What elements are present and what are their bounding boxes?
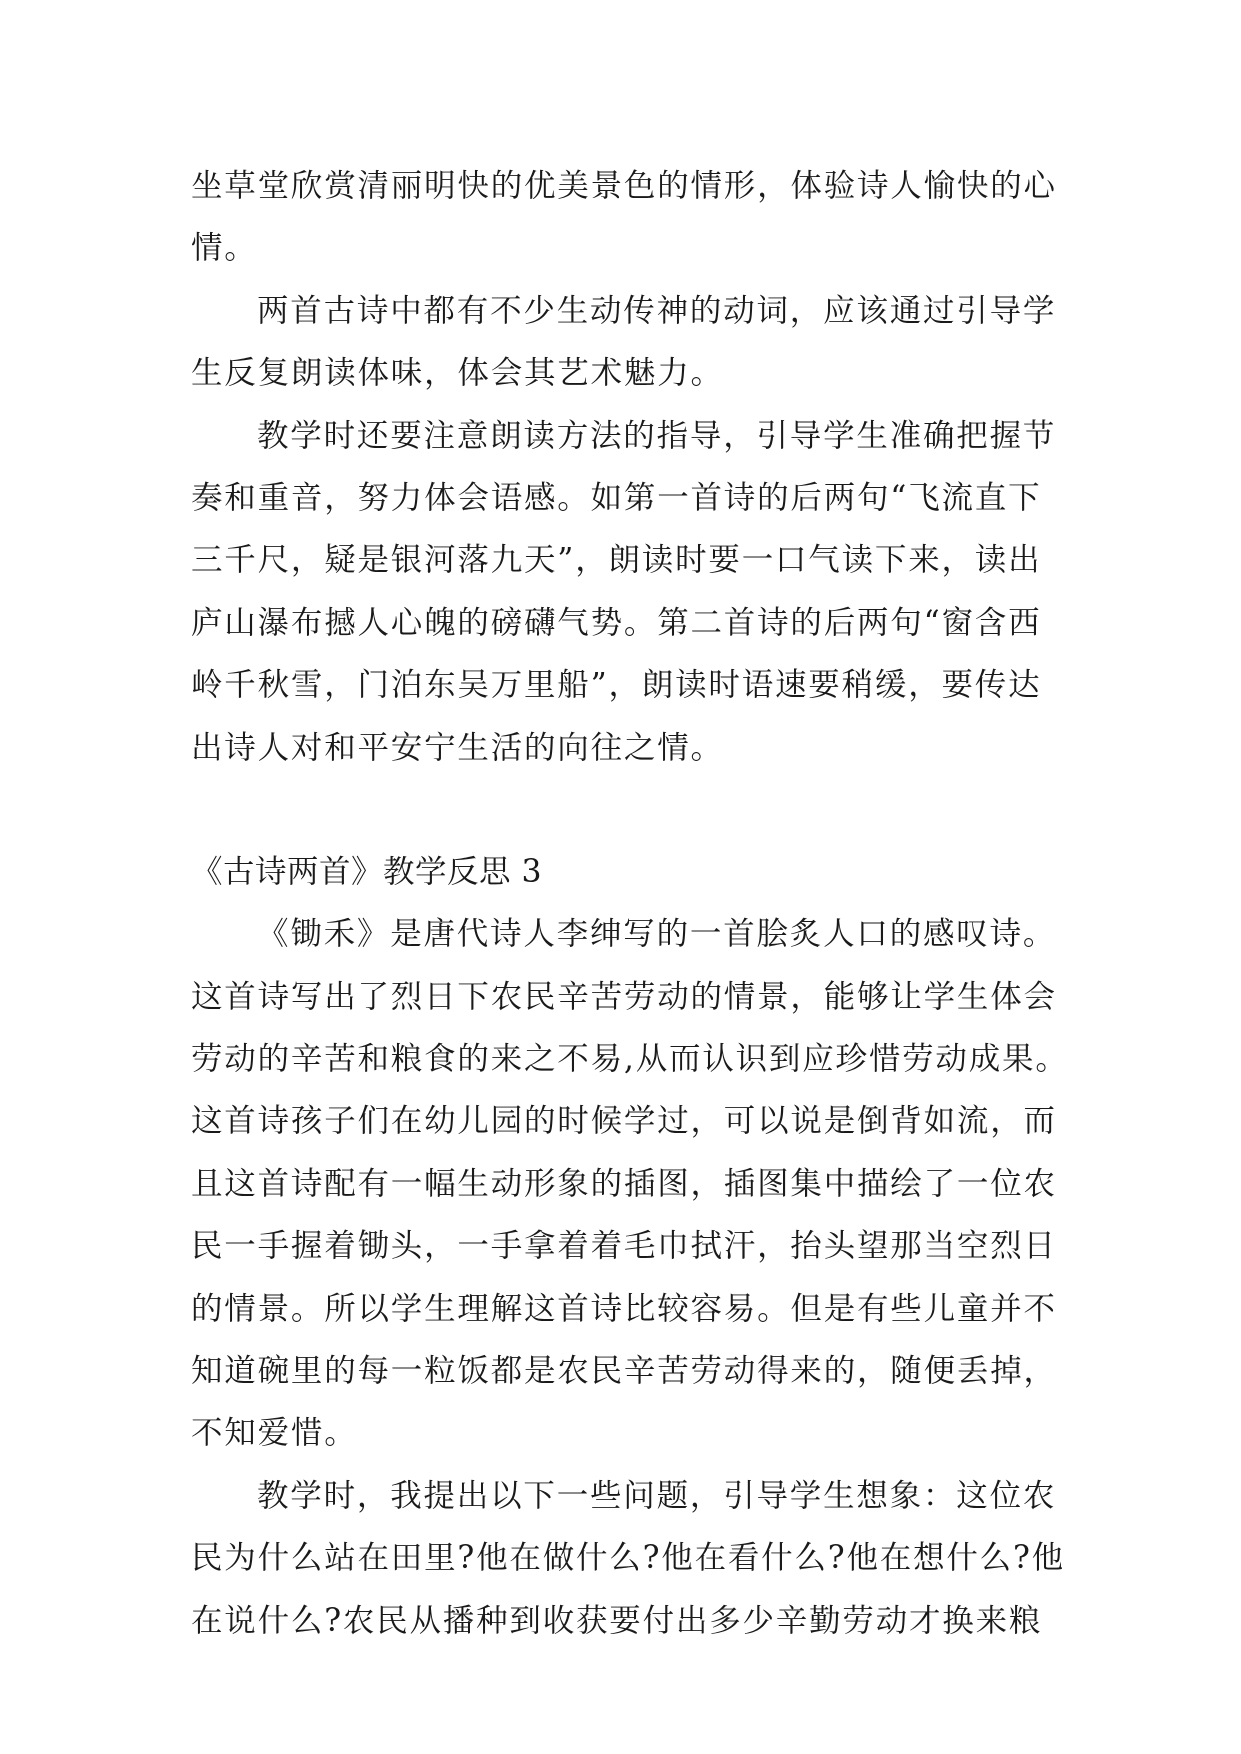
text-line: 情。 <box>191 230 258 267</box>
text-line: 《锄禾》是唐代诗人李绅写的一首脍炙人口的感叹诗。 <box>257 916 1057 953</box>
text-line: 知道碗里的每一粒饭都是农民辛苦劳动得来的，随便丢掉， <box>191 1353 1057 1390</box>
text-line: 两首古诗中都有不少生动传神的动词，应该通过引导学 <box>257 292 1057 329</box>
text-line: 民一手握着锄头，一手拿着着毛巾拭汗，抬头望那当空烈日 <box>191 1228 1057 1265</box>
document-body <box>191 155 1069 1652</box>
text-line: 这首诗孩子们在幼儿园的时候学过，可以说是倒背如流，而 <box>191 1103 1057 1140</box>
text-line: 教学时，我提出以下一些问题，引导学生想象：这位农 <box>257 1477 1057 1514</box>
text-line: 这首诗写出了烈日下农民辛苦劳动的情景，能够让学生体会 <box>191 978 1057 1015</box>
text-line: 民为什么站在田里?他在做什么?他在看什么?他在想什么?他 <box>191 1540 1065 1577</box>
text-line: 的情景。所以学生理解这首诗比较容易。但是有些儿童并不 <box>191 1290 1057 1327</box>
paragraph <box>191 280 1057 405</box>
text-line: 岭千秋雪，门泊东吴万里船”，朗读时语速要稍缓，要传达 <box>191 667 1042 704</box>
section-heading <box>191 841 1051 903</box>
text-line: 庐山瀑布撼人心魄的磅礴气势。第二首诗的后两句“窗含西 <box>191 604 1042 641</box>
text-line: 不知爱惜。 <box>191 1415 358 1452</box>
text-line: 坐草堂欣赏清丽明快的优美景色的情形，体验诗人愉快的心 <box>191 168 1057 204</box>
text-line: 出诗人对和平安宁生活的向往之情。 <box>191 729 724 766</box>
text-line: 教学时还要注意朗读方法的指导，引导学生准确把握节 <box>257 417 1057 454</box>
text-line: 生反复朗读体味，体会其艺术魅力。 <box>191 355 724 392</box>
section-gap <box>191 779 1051 841</box>
text-line: 奏和重音，努力体会语感。如第一首诗的后两句“飞流直下 <box>191 479 1042 516</box>
text-line: 在说什么?农民从播种到收获要付出多少辛勤劳动才换来粮 <box>191 1602 1043 1639</box>
paragraph <box>191 903 1069 1465</box>
text-line: 劳动的辛苦和粮食的来之不易,从而认识到应珍惜劳动成果。 <box>191 1041 1069 1078</box>
text-line: 且这首诗配有一幅生动形象的插图，插图集中描绘了一位农 <box>191 1165 1057 1202</box>
paragraph <box>191 1465 1065 1652</box>
paragraph-continuation <box>191 155 1057 280</box>
section-title: 《古诗两首》教学反思 3 <box>191 853 543 890</box>
text-line: 三千尺，疑是银河落九天”，朗读时要一口气读下来，读出 <box>191 542 1042 579</box>
paragraph <box>191 405 1057 779</box>
